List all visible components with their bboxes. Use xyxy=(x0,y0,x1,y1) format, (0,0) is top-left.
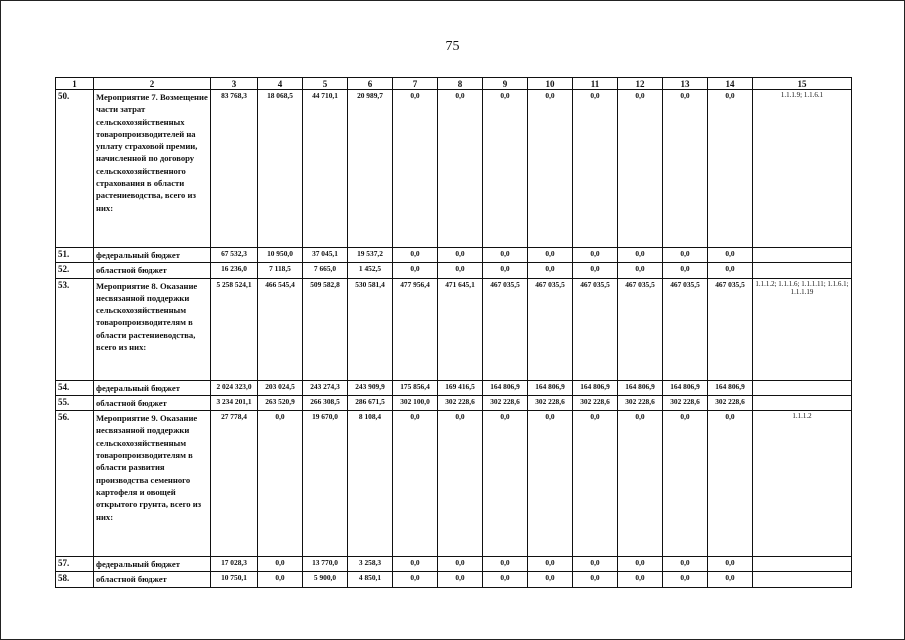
value-cell: 263 520,9 xyxy=(258,395,303,410)
reference-cell xyxy=(753,263,852,278)
column-header: 5 xyxy=(303,78,348,90)
value-cell: 302 100,0 xyxy=(393,395,438,410)
value-cell: 0,0 xyxy=(528,248,573,263)
value-cell: 0,0 xyxy=(618,411,663,557)
value-cell: 0,0 xyxy=(573,557,618,572)
value-cell: 0,0 xyxy=(528,557,573,572)
column-header: 4 xyxy=(258,78,303,90)
value-cell: 0,0 xyxy=(708,557,753,572)
column-header: 14 xyxy=(708,78,753,90)
value-cell: 7 665,0 xyxy=(303,263,348,278)
value-cell: 0,0 xyxy=(663,248,708,263)
value-cell: 0,0 xyxy=(483,572,528,587)
table-row xyxy=(56,395,852,410)
value-cell: 477 956,4 xyxy=(393,278,438,380)
value-cell: 467 035,5 xyxy=(483,278,528,380)
value-cell: 169 416,5 xyxy=(438,380,483,395)
value-cell: 0,0 xyxy=(663,263,708,278)
value-cell: 467 035,5 xyxy=(528,278,573,380)
value-cell: 164 806,9 xyxy=(528,380,573,395)
value-cell: 0,0 xyxy=(708,263,753,278)
value-cell: 2 024 323,0 xyxy=(211,380,258,395)
value-cell: 509 582,8 xyxy=(303,278,348,380)
table-row xyxy=(56,411,852,557)
value-cell: 0,0 xyxy=(663,411,708,557)
reference-cell xyxy=(753,395,852,410)
row-name: областной бюджет xyxy=(94,572,211,587)
value-cell: 67 532,3 xyxy=(211,248,258,263)
value-cell: 5 900,0 xyxy=(303,572,348,587)
table-row xyxy=(56,278,852,380)
row-number: 51. xyxy=(56,248,94,263)
value-cell: 0,0 xyxy=(573,263,618,278)
reference-cell xyxy=(753,380,852,395)
value-cell: 467 035,5 xyxy=(663,278,708,380)
column-header: 11 xyxy=(573,78,618,90)
value-cell: 0,0 xyxy=(438,263,483,278)
value-cell: 19 670,0 xyxy=(303,411,348,557)
reference-cell: 1.1.1.2 xyxy=(753,411,852,557)
value-cell: 0,0 xyxy=(258,411,303,557)
value-cell: 3 234 201,1 xyxy=(211,395,258,410)
value-cell: 27 778,4 xyxy=(211,411,258,557)
column-header: 13 xyxy=(663,78,708,90)
value-cell: 302 228,6 xyxy=(708,395,753,410)
value-cell: 0,0 xyxy=(438,248,483,263)
value-cell: 302 228,6 xyxy=(618,395,663,410)
row-number: 56. xyxy=(56,411,94,557)
value-cell: 467 035,5 xyxy=(573,278,618,380)
column-header: 3 xyxy=(211,78,258,90)
row-name: федеральный бюджет xyxy=(94,380,211,395)
value-cell: 0,0 xyxy=(393,557,438,572)
value-cell: 302 228,6 xyxy=(483,395,528,410)
value-cell: 0,0 xyxy=(483,248,528,263)
value-cell: 286 671,5 xyxy=(348,395,393,410)
row-number: 58. xyxy=(56,572,94,587)
value-cell: 0,0 xyxy=(483,263,528,278)
value-cell: 0,0 xyxy=(573,411,618,557)
table-row xyxy=(56,263,852,278)
reference-cell: 1.1.1.9; 1.1.6.1 xyxy=(753,90,852,248)
value-cell: 0,0 xyxy=(438,411,483,557)
value-cell: 0,0 xyxy=(618,263,663,278)
value-cell: 0,0 xyxy=(258,557,303,572)
value-cell: 175 856,4 xyxy=(393,380,438,395)
value-cell: 302 228,6 xyxy=(573,395,618,410)
row-name: областной бюджет xyxy=(94,395,211,410)
value-cell: 203 024,5 xyxy=(258,380,303,395)
value-cell: 0,0 xyxy=(708,411,753,557)
page-number: 75 xyxy=(445,39,460,54)
value-cell: 0,0 xyxy=(438,90,483,248)
value-cell: 16 236,0 xyxy=(211,263,258,278)
value-cell: 530 581,4 xyxy=(348,278,393,380)
value-cell: 83 768,3 xyxy=(211,90,258,248)
row-name: федеральный бюджет xyxy=(94,557,211,572)
value-cell: 44 710,1 xyxy=(303,90,348,248)
value-cell: 164 806,9 xyxy=(483,380,528,395)
value-cell: 164 806,9 xyxy=(663,380,708,395)
value-cell: 164 806,9 xyxy=(708,380,753,395)
value-cell: 19 537,2 xyxy=(348,248,393,263)
column-header: 7 xyxy=(393,78,438,90)
column-header: 15 xyxy=(753,78,852,90)
value-cell: 164 806,9 xyxy=(573,380,618,395)
table-row xyxy=(56,557,852,572)
value-cell: 0,0 xyxy=(573,90,618,248)
column-header: 12 xyxy=(618,78,663,90)
row-number: 54. xyxy=(56,380,94,395)
reference-cell xyxy=(753,572,852,587)
value-cell: 0,0 xyxy=(483,90,528,248)
reference-cell xyxy=(753,248,852,263)
value-cell: 0,0 xyxy=(618,90,663,248)
value-cell: 37 045,1 xyxy=(303,248,348,263)
value-cell: 0,0 xyxy=(618,248,663,263)
value-cell: 266 308,5 xyxy=(303,395,348,410)
value-cell: 0,0 xyxy=(663,90,708,248)
value-cell: 302 228,6 xyxy=(528,395,573,410)
table-row xyxy=(56,380,852,395)
value-cell: 243 274,3 xyxy=(303,380,348,395)
value-cell: 0,0 xyxy=(483,557,528,572)
column-header: 6 xyxy=(348,78,393,90)
value-cell: 466 545,4 xyxy=(258,278,303,380)
value-cell: 0,0 xyxy=(663,572,708,587)
reference-cell: 1.1.1.2; 1.1.1.6; 1.1.1.11; 1.1.6.1; 1.1.1.19 xyxy=(753,278,852,380)
value-cell: 0,0 xyxy=(708,572,753,587)
row-number: 53. xyxy=(56,278,94,380)
value-cell: 467 035,5 xyxy=(618,278,663,380)
value-cell: 0,0 xyxy=(528,411,573,557)
value-cell: 1 452,5 xyxy=(348,263,393,278)
row-number: 57. xyxy=(56,557,94,572)
value-cell: 0,0 xyxy=(708,248,753,263)
column-header: 8 xyxy=(438,78,483,90)
value-cell: 471 645,1 xyxy=(438,278,483,380)
column-header: 9 xyxy=(483,78,528,90)
value-cell: 7 118,5 xyxy=(258,263,303,278)
row-name: областной бюджет xyxy=(94,263,211,278)
column-header: 10 xyxy=(528,78,573,90)
table-row xyxy=(56,248,852,263)
value-cell: 10 950,0 xyxy=(258,248,303,263)
row-name: федеральный бюджет xyxy=(94,248,211,263)
value-cell: 5 258 524,1 xyxy=(211,278,258,380)
value-cell: 302 228,6 xyxy=(438,395,483,410)
value-cell: 4 850,1 xyxy=(348,572,393,587)
value-cell: 0,0 xyxy=(438,557,483,572)
value-cell: 8 108,4 xyxy=(348,411,393,557)
value-cell: 13 770,0 xyxy=(303,557,348,572)
value-cell: 0,0 xyxy=(663,557,708,572)
value-cell: 0,0 xyxy=(258,572,303,587)
value-cell: 0,0 xyxy=(573,572,618,587)
value-cell: 0,0 xyxy=(528,572,573,587)
reference-cell xyxy=(753,557,852,572)
value-cell: 17 028,3 xyxy=(211,557,258,572)
row-name: Мероприятие 9. Оказание несвязанной поддержки сельскохозяйственным товаропроизводителям в области развития производства семенного картофеля и овощей открытого грунта, всего из них: xyxy=(94,411,211,557)
column-header: 1 xyxy=(56,78,94,90)
value-cell: 18 068,5 xyxy=(258,90,303,248)
value-cell: 0,0 xyxy=(393,90,438,248)
column-header: 2 xyxy=(94,78,211,90)
value-cell: 0,0 xyxy=(618,572,663,587)
value-cell: 20 989,7 xyxy=(348,90,393,248)
value-cell: 0,0 xyxy=(528,90,573,248)
row-number: 52. xyxy=(56,263,94,278)
value-cell: 0,0 xyxy=(393,572,438,587)
value-cell: 0,0 xyxy=(393,248,438,263)
value-cell: 164 806,9 xyxy=(618,380,663,395)
value-cell: 0,0 xyxy=(483,411,528,557)
row-number: 50. xyxy=(56,90,94,248)
table-row xyxy=(56,90,852,248)
value-cell: 0,0 xyxy=(393,263,438,278)
row-name: Мероприятие 8. Оказание несвязанной поддержки сельскохозяйственным товаропроизводителям в области растениеводства, всего из них: xyxy=(94,278,211,380)
table-row xyxy=(56,572,852,587)
value-cell: 0,0 xyxy=(708,90,753,248)
value-cell: 0,0 xyxy=(528,263,573,278)
value-cell: 0,0 xyxy=(438,572,483,587)
value-cell: 243 909,9 xyxy=(348,380,393,395)
value-cell: 10 750,1 xyxy=(211,572,258,587)
value-cell: 302 228,6 xyxy=(663,395,708,410)
budget-table xyxy=(55,77,852,588)
row-name: Мероприятие 7. Возмещение части затрат сельскохозяйственных товаропроизводителей на уплату страховой премии, начисленной по договору сельскохозяйственного страхования в области растениеводства, всего из них: xyxy=(94,90,211,248)
header-row xyxy=(56,78,852,90)
value-cell: 0,0 xyxy=(393,411,438,557)
value-cell: 467 035,5 xyxy=(708,278,753,380)
value-cell: 0,0 xyxy=(618,557,663,572)
value-cell: 0,0 xyxy=(573,248,618,263)
value-cell: 3 258,3 xyxy=(348,557,393,572)
row-number: 55. xyxy=(56,395,94,410)
